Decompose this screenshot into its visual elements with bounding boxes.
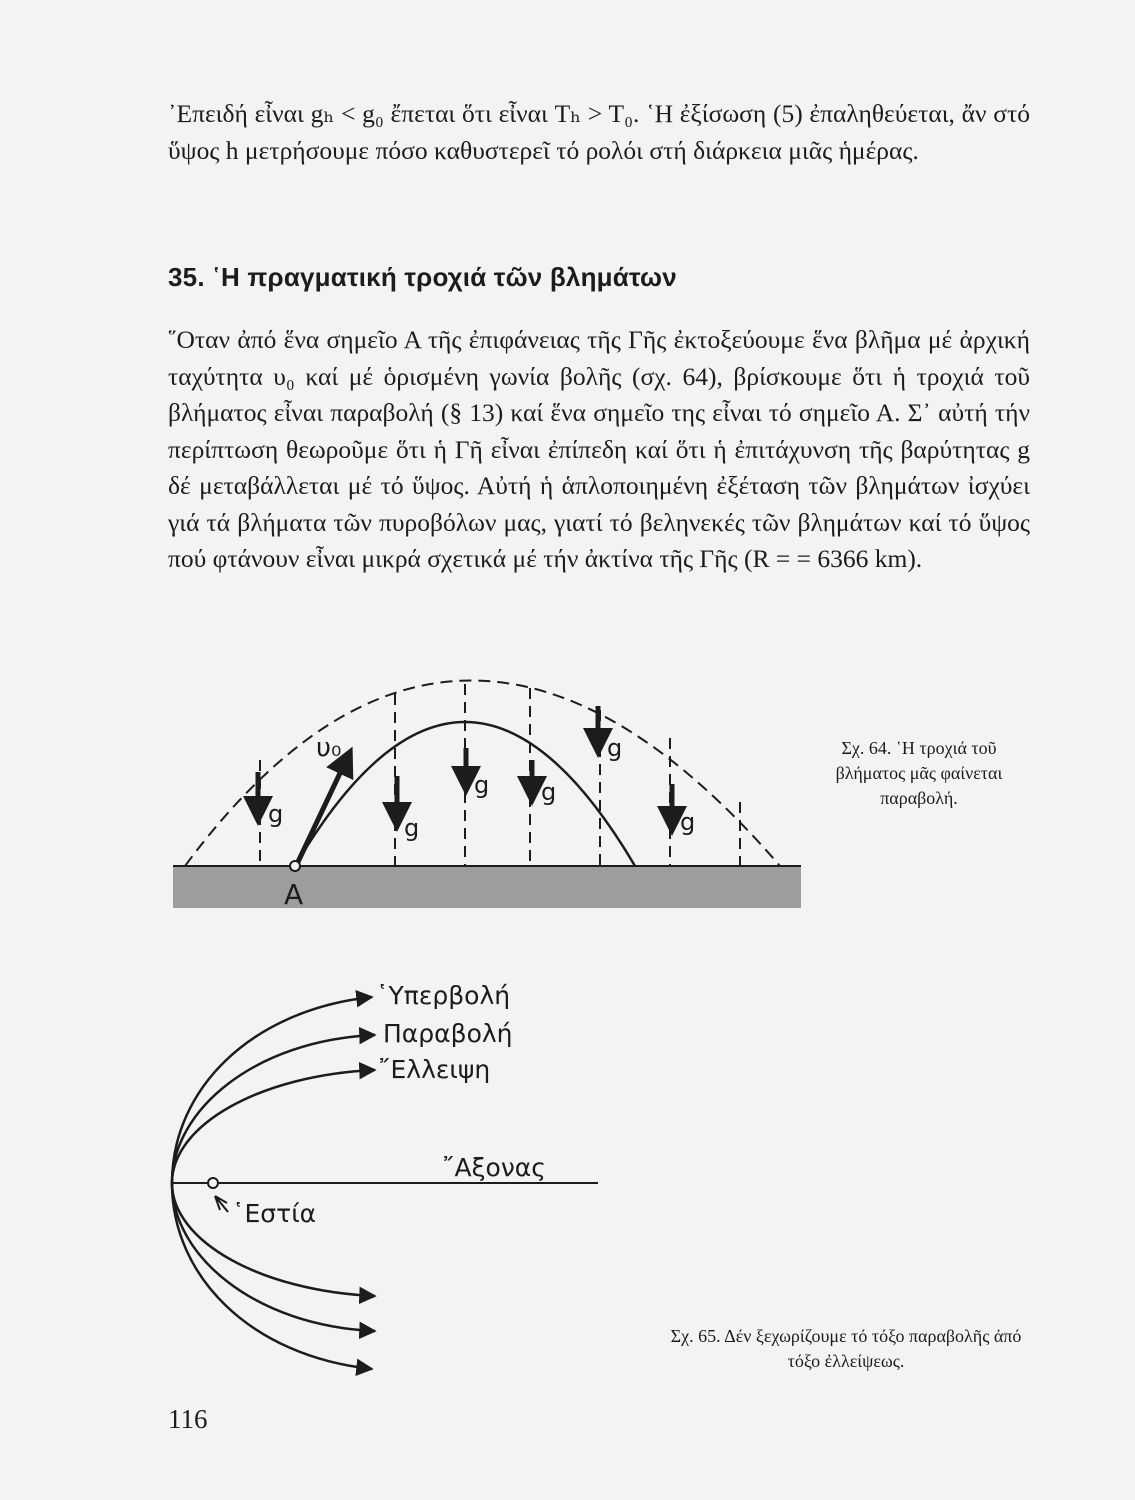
- parabola-curve: [172, 1035, 375, 1183]
- gravity-label-1: g: [268, 800, 284, 828]
- gravity-label-6: g: [680, 808, 696, 836]
- point-a-label: A: [284, 878, 304, 911]
- focus-pointer: [215, 1196, 228, 1212]
- intro-text: ᾿Επειδή εἶναι gₕ < g₀ ἔπεται ὅτι εἶναι Tₕ > T₀. ῾Η ἐξίσωση (5) ἐπαληθεύεται, ἄν στό ὕψος h μετρήσουμε πόσο καθυστερεῖ τό ρολόι στή διάρκεια μιᾶς ἡμέρας.: [168, 99, 1030, 165]
- ellipse-label: ῎Ελλειψη: [378, 1055, 491, 1084]
- section-heading: 35. ῾Η πραγματική τροχιά τῶν βλημάτων: [168, 262, 677, 292]
- gravity-label-4: g: [541, 778, 557, 806]
- figure-65-caption: Σχ. 65. Δέν ξεχωρίζουμε τό τόξο παραβολῆς ἀπό τόξο ἐλλείψεως.: [670, 1326, 1022, 1371]
- velocity-label: υ₀: [316, 733, 342, 763]
- gravity-label-2: g: [404, 814, 420, 842]
- parabola-label: Παραβολή: [383, 1019, 513, 1048]
- hyperbola-label: ῾Υπερβολή: [376, 981, 511, 1010]
- body-text: ῞Οταν ἀπό ἕνα σημεῖο Α τῆς ἐπιφάνειας τῆς Γῆς ἐκτοξεύουμε ἕνα βλῆμα μέ ἀρχική ταχύτητα υ₀ καί μέ ὁρισμένη γωνία βολῆς (σχ. 64), βρίσκουμε ὅτι ἡ τροχιά τοῦ βλήματος εἶναι παραβολή (§ 13) καί ἕνα σημεῖο της εἶναι τό σημεῖο Α. Σ᾿ αὐτή τήν περίπτωση θεωροῦμε ὅτι ἡ Γῆ εἶναι ἐπίπεδη καί ὅτι ἡ ἐπιτάχυνση τῆς βαρύτητας g δέ μεταβάλλεται μέ τό ὕψος. Αὐτή ἡ ἁπλοποιημένη ἐξέταση τῶν βλημάτων ἰσχύει γιά τά βλήματα τῶν πυροβόλων μας, γιατί τό βεληνεκές τῶν βλημάτων καί τό ὕψος πού φτάνουν εἶναι μικρά σχετικά μέ τήν ἀκτίνα τῆς Γῆς (R = = 6366 km).: [168, 325, 1030, 573]
- figure-64-caption: Σχ. 64. ῾Η τροχιά τοῦ βλήματος μᾶς φαίνεται παραβολή.: [835, 738, 1003, 808]
- axis-label: ῎Αξονας: [442, 1153, 546, 1182]
- focus-label: ῾Εστία: [232, 1199, 317, 1228]
- gravity-label-3: g: [474, 771, 490, 799]
- page-number: 116: [168, 1404, 208, 1434]
- gravity-label-5: g: [607, 734, 623, 762]
- focus-marker: [208, 1178, 218, 1188]
- hyperbola-curve: [172, 997, 372, 1183]
